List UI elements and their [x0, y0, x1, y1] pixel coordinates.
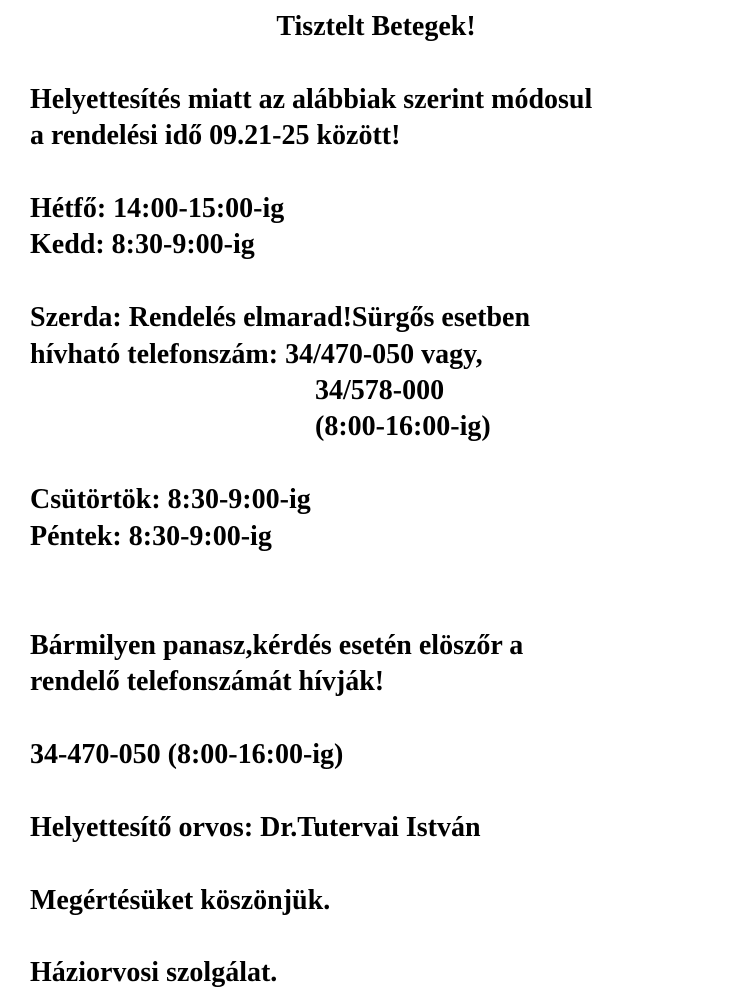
blank-lines — [30, 555, 722, 628]
thanks-line: Megértésüket köszönjük. — [30, 884, 331, 916]
intro-line-2: a rendelési idő 09.21-25 között! — [30, 120, 401, 152]
signature-line: Háziorvosi szolgálat. — [30, 957, 278, 989]
schedule-wednesday-phone-hours: (8:00-16:00-ig) — [315, 411, 491, 443]
blank-line — [30, 446, 722, 482]
blank-line — [30, 919, 722, 955]
schedule-thursday: Csütörtök: 8:30-9:00-ig — [30, 484, 311, 516]
schedule-tuesday: Kedd: 8:30-9:00-ig — [30, 229, 255, 261]
notice-title: Tisztelt Betegek! — [276, 11, 476, 42]
blank-line — [30, 155, 722, 191]
advice-line-1: Bármilyen panasz,kérdés esetén elöszőr a — [30, 629, 524, 661]
blank-line — [30, 264, 722, 300]
blank-line — [30, 773, 722, 809]
intro-line-1: Helyettesítés miatt az alábbiak szerint módosul — [30, 83, 593, 115]
blank-line — [30, 701, 722, 737]
main-phone: 34-470-050 (8:00-16:00-ig) — [30, 739, 344, 771]
substitute-doctor: Helyettesítő orvos: Dr.Tutervai István — [30, 811, 481, 843]
schedule-wednesday-line-1: Szerda: Rendelés elmarad!Sürgős esetben — [30, 302, 531, 334]
schedule-monday: Hétfő: 14:00-15:00-ig — [30, 193, 285, 224]
schedule-friday: Péntek: 8:30-9:00-ig — [30, 520, 272, 552]
blank-line — [30, 846, 722, 882]
advice-line-2: rendelő telefonszámát hívják! — [30, 666, 385, 698]
blank-line — [30, 45, 722, 81]
schedule-wednesday-alt-phone: 34/578-000 — [315, 375, 445, 407]
schedule-wednesday-line-2: hívható telefonszám: 34/470-050 vagy, — [30, 338, 483, 370]
